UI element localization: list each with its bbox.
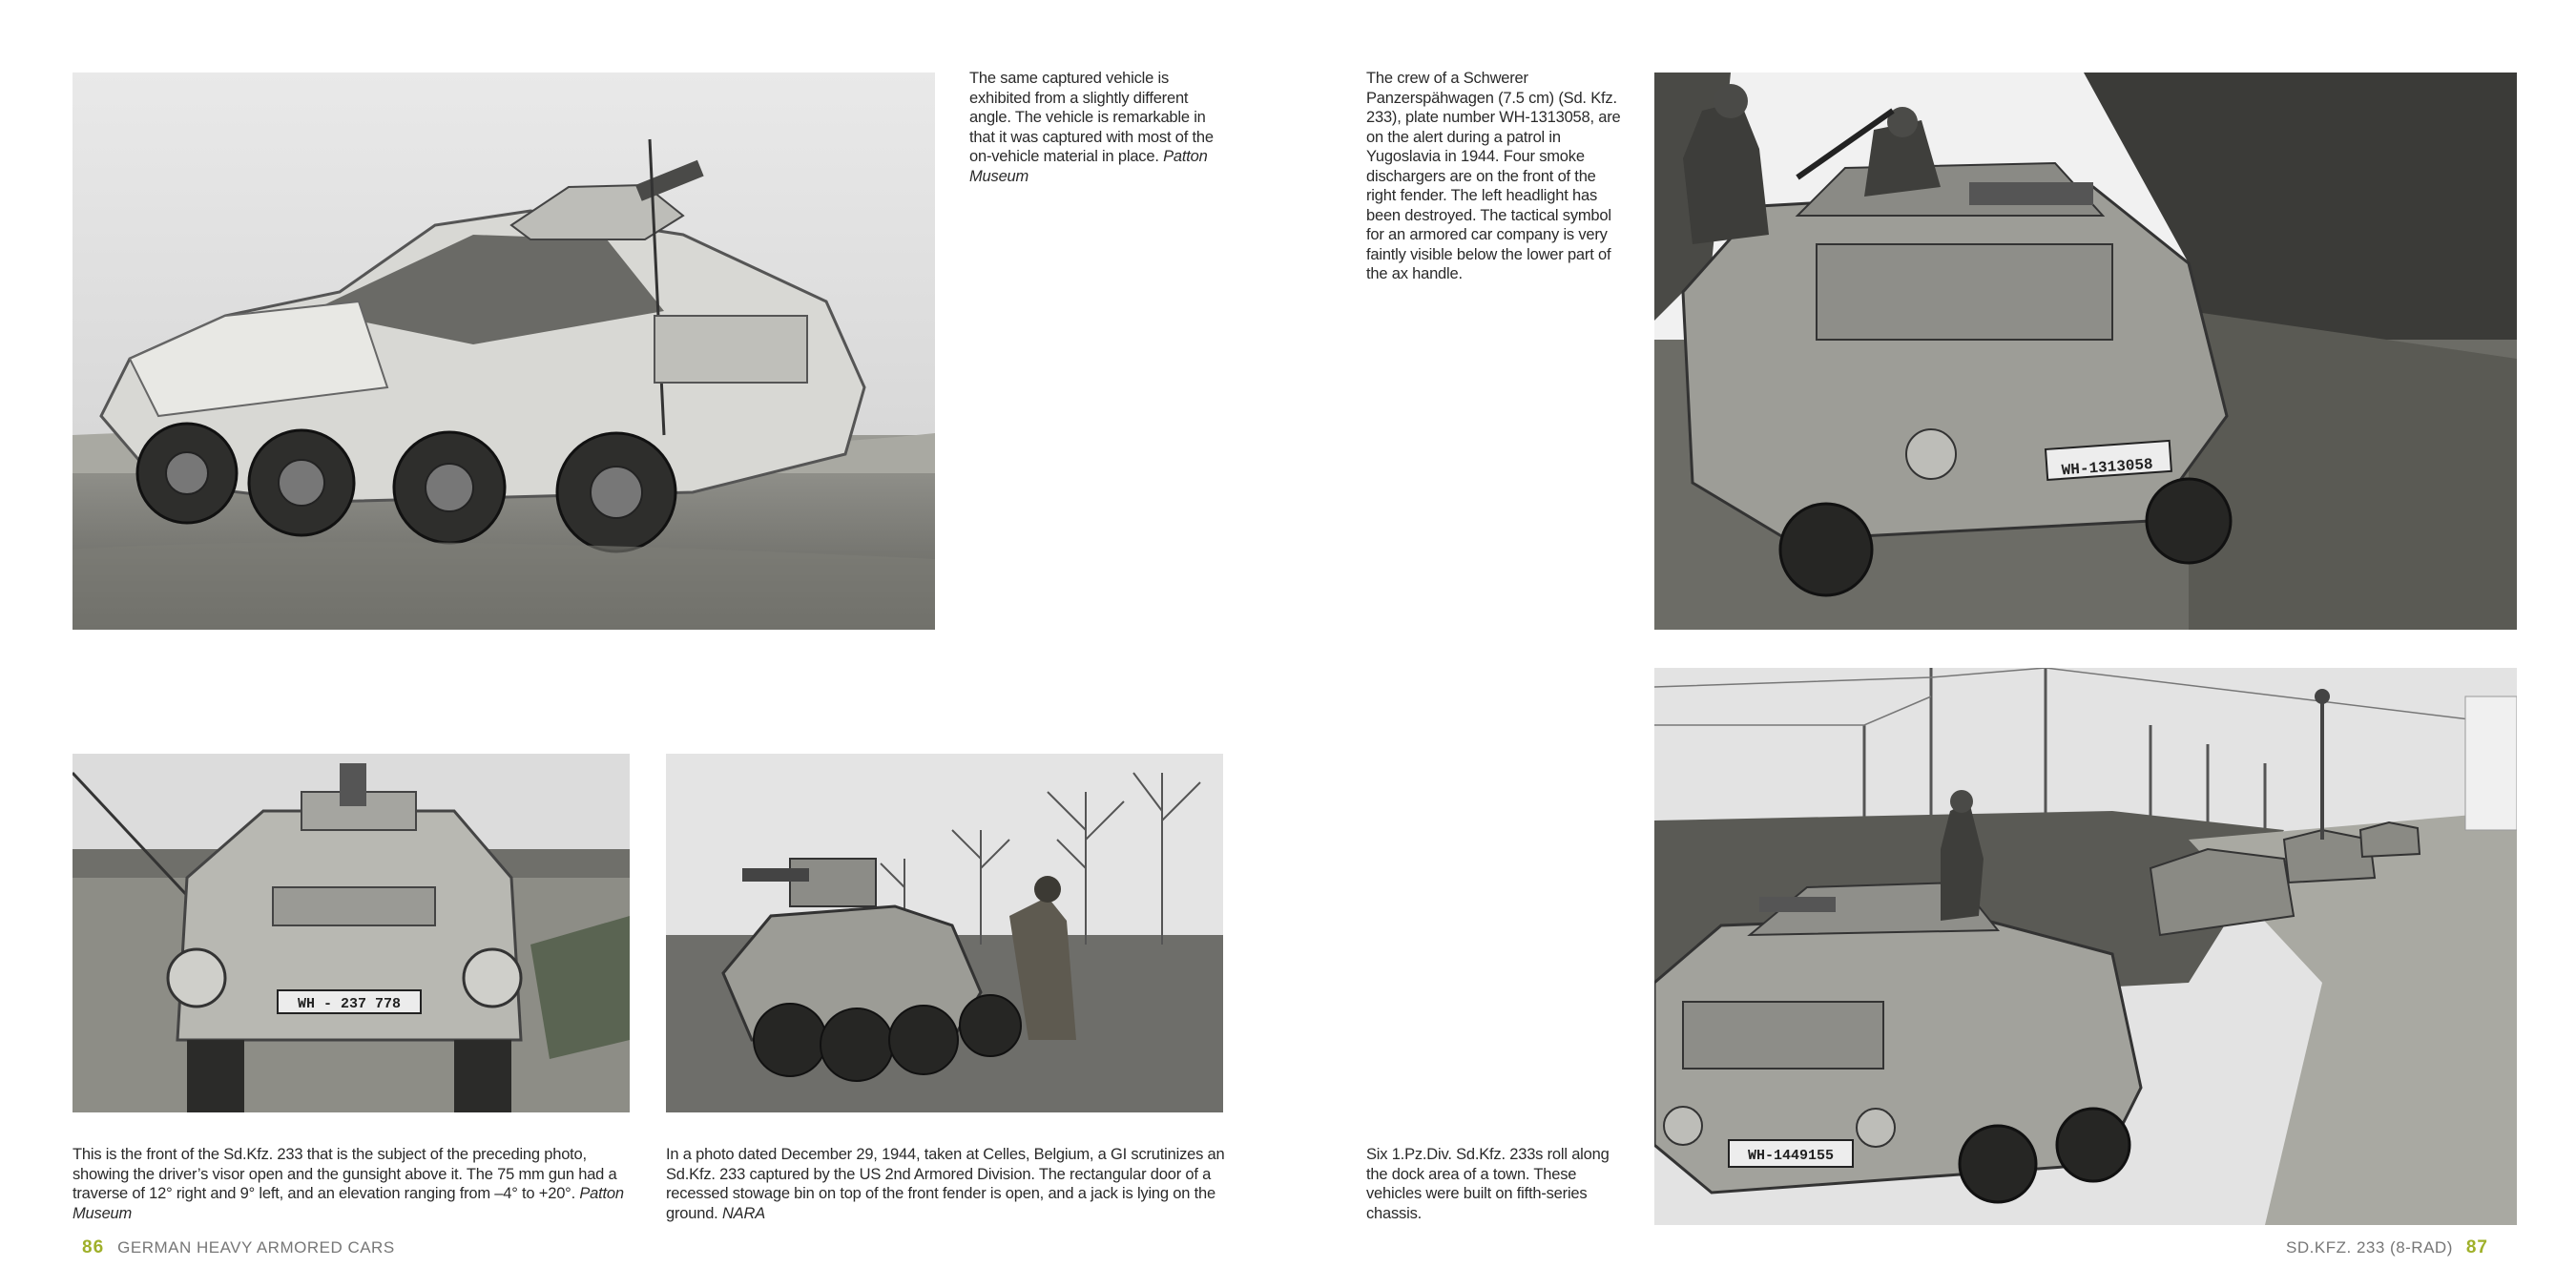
front-license-plate: WH - 237 778 [297, 996, 402, 1012]
photo-credit: NARA [721, 1204, 765, 1222]
caption-text: In a photo dated December 29, 1944, taken at Celles, Belgium, a GI scrutinizes an Sd.Kfz. 233 captured by the US 2nd Armored Division. The rectangular door of a recessed stowage bin on top of the front fender is open, and a jack is lying on the ground. [666, 1146, 1225, 1222]
page-number: 86 [82, 1237, 105, 1257]
caption-dock-area [1366, 1145, 1624, 1223]
photo-celles-belgium [666, 754, 1223, 1112]
photo-vehicle-front [73, 754, 630, 1112]
top-license-plate: WH-1313058 [2061, 455, 2154, 480]
running-head: GERMAN HEAVY ARMORED CARS [117, 1238, 395, 1257]
caption-yugoslavia-patrol [1366, 69, 1624, 284]
caption-text: The crew of a Schwerer Panzerspähwagen (7.5 cm) (Sd. Kfz. 233), plate number WH-1313058, are on the alert during a patrol in Yugoslavia in 1944. Four smoke dischargers are on the front of the right fender. The left headlight has been destroyed. The tactical symbol for an armored car company is very faintly visible below the lower part of the ax handle. [1366, 70, 1621, 282]
photo-credit: Patton Museum [73, 1185, 624, 1222]
photo-credit: Patton Museum [969, 148, 1208, 185]
running-head: SD.KFZ. 233 (8-RAD) [2286, 1238, 2453, 1257]
bottom-license-plate: WH-1449155 [1747, 1148, 1835, 1164]
caption-text: Six 1.Pz.Div. Sd.Kfz. 233s roll along the dock area of a town. These vehicles were built on fifth-series chassis. [1366, 1146, 1610, 1222]
left-page-footer [82, 1237, 395, 1258]
caption-vehicle-front [73, 1145, 635, 1223]
photo-yugoslavia-patrol [1654, 73, 2517, 630]
caption-captured-vehicle-side [969, 69, 1227, 186]
photo-captured-vehicle-side [73, 73, 935, 630]
right-page-footer [2286, 1237, 2488, 1258]
page-number: 87 [2465, 1237, 2488, 1257]
caption-text: The same captured vehicle is exhibited from a slightly different angle. The vehicle is remarkable in that it was captured with most of the on-vehicle material in place. [969, 70, 1214, 165]
caption-celles-belgium [666, 1145, 1229, 1223]
caption-text: This is the front of the Sd.Kfz. 233 that is the subject of the preceding photo, showing the driver’s visor open and the gunsight above it. The 75 mm gun had a traverse of 12° right and 9° left, and an elevation ranging from –4° to +20°. [73, 1146, 617, 1202]
photo-dock-area [1654, 668, 2517, 1225]
